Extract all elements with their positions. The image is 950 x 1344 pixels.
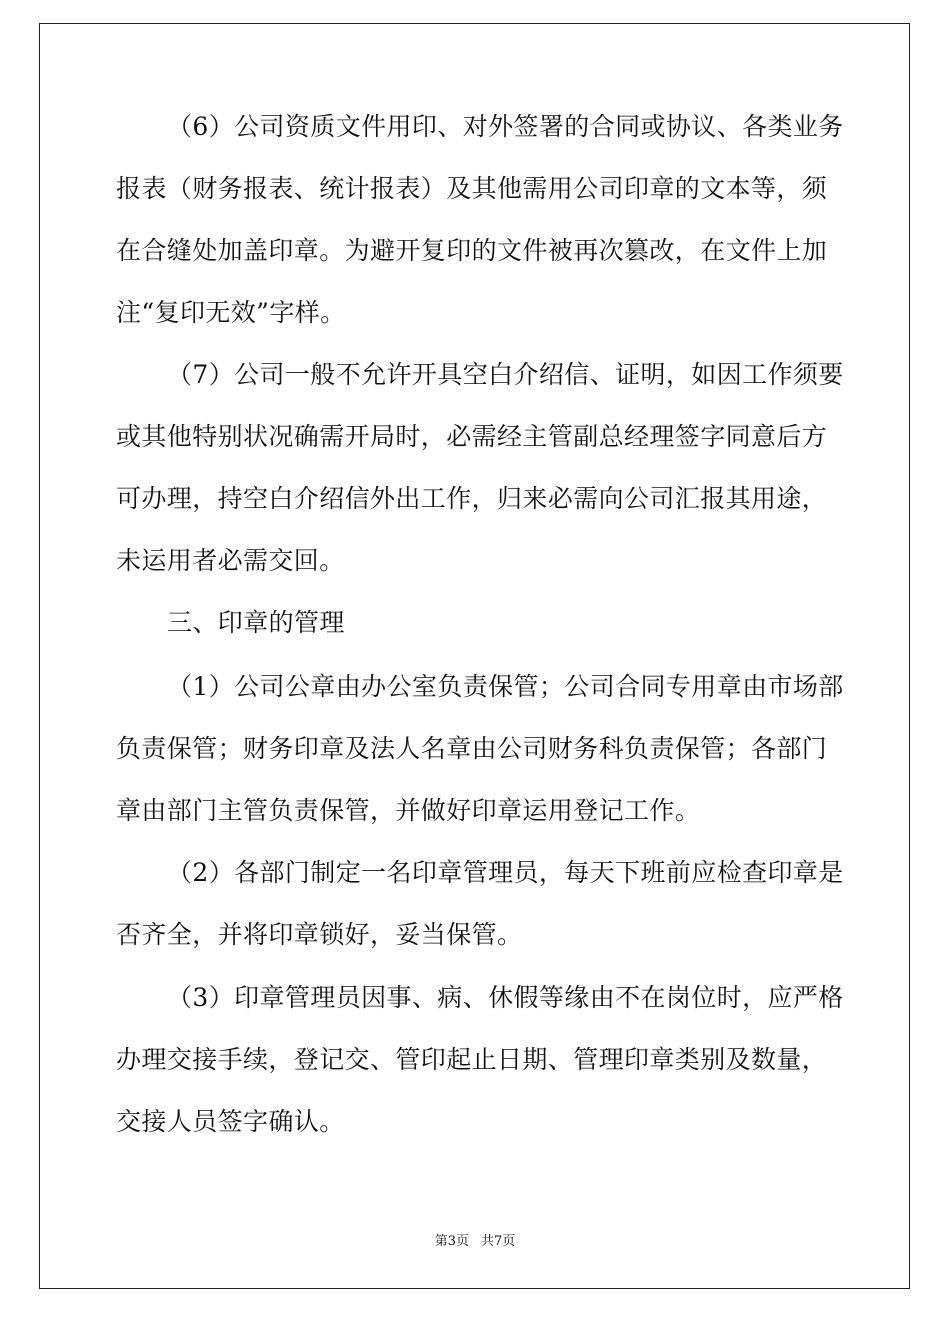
paragraph-3-line-1: （3）印章管理员因事、病、休假等缘由不在岗位时，应严格 (167, 983, 844, 1012)
page-footer (0, 1234, 950, 1250)
paragraph-1-line-3: 章由部门主管负责保管，并做好印章运用登记工作。 (116, 796, 701, 825)
page-border (39, 23, 910, 1289)
paragraph-7-line-1: （7）公司一般不允许开具空白介绍信、证明，如因工作须要 (167, 360, 844, 389)
paragraph-6-line-2: 报表（财务报表、统计报表）及其他需用公司印章的文本等，须 (116, 174, 828, 203)
paragraph-6-line-3: 在合缝处加盖印章。为避开复印的文件被再次篡改，在文件上加 (116, 236, 828, 265)
page-number-current: 第3页 (434, 1234, 469, 1249)
section-heading: 三、印章的管理 (167, 608, 345, 637)
page-number-total: 共7页 (481, 1234, 516, 1249)
paragraph-1-line-1: （1）公司公章由办公室负责保管；公司合同专用章由市场部 (167, 672, 844, 701)
paragraph-2-line-1: （2）各部门制定一名印章管理员，每天下班前应检查印章是 (167, 858, 844, 887)
paragraph-7-line-2: 或其他特别状况确需开局时，必需经主管副总经理签字同意后方 (116, 422, 828, 451)
paragraph-6-line-1: （6）公司资质文件用印、对外签署的合同或协议、各类业务 (167, 112, 844, 141)
paragraph-7-line-4: 未运用者必需交回。 (116, 546, 345, 575)
paragraph-3-line-2: 办理交接手续，登记交、管印起止日期、管理印章类别及数量， (116, 1045, 828, 1074)
paragraph-1-line-2: 负责保管；财务印章及法人名章由公司财务科负责保管；各部门 (116, 734, 828, 763)
paragraph-6-line-4: 注“复印无效”字样。 (116, 298, 346, 327)
paragraph-3-line-3: 交接人员签字确认。 (116, 1107, 345, 1136)
paragraph-7-line-3: 可办理，持空白介绍信外出工作，归来必需向公司汇报其用途， (116, 484, 828, 513)
paragraph-2-line-2: 否齐全，并将印章锁好，妥当保管。 (116, 920, 523, 949)
